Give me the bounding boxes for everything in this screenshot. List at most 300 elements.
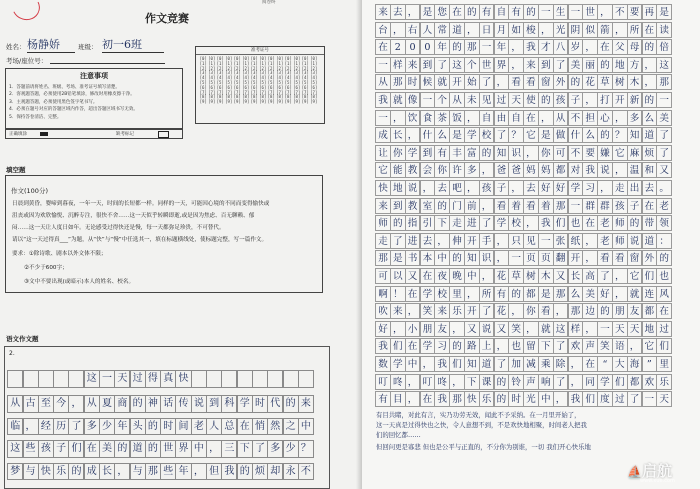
ticket-digit-bubble[interactable]: [4]	[233, 75, 241, 81]
ticket-digit-bubble[interactable]: [8]	[293, 94, 301, 100]
essay-cell: 古	[23, 395, 39, 413]
essay-cell: 候	[420, 74, 436, 90]
essay-cell: 咚	[434, 374, 450, 390]
essay-cell: 临	[7, 418, 23, 436]
essay-cell: ，	[206, 440, 222, 458]
ticket-digit-bubble[interactable]: [7]	[259, 89, 267, 95]
ticket-digit-bubble[interactable]: [0]	[225, 56, 233, 61]
essay-cell: 们	[68, 440, 84, 458]
essay-cell: 么	[642, 110, 658, 126]
ticket-digit-bubble[interactable]: [3]	[225, 70, 233, 76]
essay-cell: 都	[553, 162, 569, 178]
essay-cell: 们	[582, 391, 598, 407]
essay-cell: 到	[538, 57, 554, 73]
missing-mark-box[interactable]	[158, 131, 169, 138]
essay-cell: 里	[656, 356, 672, 372]
essay-cell: 界	[494, 57, 510, 73]
essay-cell: 都	[523, 286, 539, 302]
essay-cell: ，	[494, 74, 510, 90]
ticket-digit-bubble[interactable]: [1]	[310, 60, 318, 66]
ticket-digit-bubble[interactable]: [7]	[276, 89, 284, 95]
ticket-digit-bubble[interactable]: [0]	[250, 56, 258, 61]
essay-cell: 又	[494, 321, 510, 337]
essay-row	[376, 162, 672, 178]
essay-cell: 你	[390, 145, 406, 161]
essay-cell: 的	[656, 250, 672, 266]
essay-cell: 美	[656, 110, 672, 126]
essay-cell: 与	[130, 463, 146, 481]
essay-cell: 可	[375, 268, 391, 284]
ticket-digit-bubble[interactable]: [2]	[276, 65, 284, 71]
essay-cell: 箭	[597, 22, 613, 38]
ticket-digit-bubble[interactable]: [4]	[259, 75, 267, 81]
ticket-digit-bubble[interactable]: [8]	[259, 94, 267, 100]
ticket-digit-bubble[interactable]: [2]	[250, 65, 258, 71]
ticket-digit-bubble[interactable]: [6]	[259, 84, 267, 90]
ticket-digit-bubble[interactable]: [6]	[199, 84, 207, 90]
ticket-digit-bubble[interactable]: [4]	[225, 75, 233, 81]
ticket-digit-bubble[interactable]: [5]	[293, 79, 301, 85]
essay-cell: ，	[405, 374, 421, 390]
ticket-digit-bubble[interactable]: [5]	[233, 79, 241, 85]
essay-cell: 声	[523, 374, 539, 390]
essay-cell: 看	[538, 303, 554, 319]
ticket-digit-bubble[interactable]: [8]	[310, 94, 318, 100]
essay-cell: 话	[160, 395, 176, 413]
ticket-digit-bubble[interactable]: [1]	[208, 60, 216, 66]
essay-cell: 们	[642, 268, 658, 284]
essay-cell: 欢	[642, 374, 658, 390]
ticket-digit-bubble[interactable]: [6]	[301, 84, 309, 90]
ticket-digit-bubble[interactable]: [9]	[276, 99, 284, 105]
essay-cell: 我	[375, 338, 391, 354]
ticket-digit-bubble[interactable]: [3]	[267, 70, 275, 76]
essay-cell: 了	[627, 391, 643, 407]
essay-cell: 子	[494, 180, 510, 196]
ticket-digit-bubble[interactable]: [4]	[301, 75, 309, 81]
essay-cell: 在	[597, 39, 613, 55]
ticket-digit-bubble[interactable]: [0]	[259, 56, 267, 61]
ticket-digit-bubble[interactable]: [1]	[293, 60, 301, 66]
essay-row	[376, 4, 672, 20]
ticket-digit-bubble[interactable]: [0]	[293, 56, 301, 61]
ticket-digit-bubble[interactable]: [9]	[284, 99, 292, 105]
essay-cell: 丽	[582, 57, 598, 73]
essay-cell: 什	[568, 127, 584, 143]
essay-cell: 长	[568, 268, 584, 284]
essay-cell: 样	[390, 57, 406, 73]
ticket-digit-bubble[interactable]: [8]	[284, 94, 292, 100]
ticket-digit-bubble[interactable]: [8]	[225, 94, 233, 100]
essay-cell: 那	[464, 39, 480, 55]
ticket-digit-bubble[interactable]: [2]	[259, 65, 267, 71]
ticket-digit-bubble[interactable]: [9]	[259, 99, 267, 105]
ticket-digit-bubble[interactable]: [6]	[225, 84, 233, 90]
essay-cell: 看	[597, 250, 613, 266]
ticket-digit-bubble[interactable]: [4]	[208, 75, 216, 81]
essay-cell: 我	[434, 356, 450, 372]
essay-cell: 说	[597, 162, 613, 178]
ticket-digit-bubble[interactable]: [1]	[233, 60, 241, 66]
ticket-digit-bubble[interactable]: [3]	[301, 70, 309, 76]
ticket-digit-bubble[interactable]: [6]	[293, 84, 301, 90]
ticket-digit-bubble[interactable]: [7]	[301, 89, 309, 95]
ticket-digit-bubble[interactable]: [7]	[208, 89, 216, 95]
essay-cell: 代	[267, 395, 283, 413]
essay-cell: 叮	[420, 374, 436, 390]
ticket-digit-bubble[interactable]: [7]	[199, 89, 207, 95]
ticket-digit-bubble[interactable]: [2]	[216, 65, 224, 71]
ticket-digit-bubble[interactable]: [2]	[199, 65, 207, 71]
ticket-digit-bubble[interactable]: [3]	[216, 70, 224, 76]
essay-cell: 从	[375, 74, 391, 90]
ticket-digit-bubble[interactable]: [6]	[216, 84, 224, 90]
ticket-digit-bubble[interactable]: [7]	[216, 89, 224, 95]
essay-cell: 了	[390, 233, 406, 249]
ticket-digit-bubble[interactable]: [5]	[250, 79, 258, 85]
essay-cell: 的	[237, 463, 253, 481]
ticket-digit-bubble[interactable]: [6]	[284, 84, 292, 90]
essay-cell: 一	[538, 4, 554, 20]
ticket-digit-bubble[interactable]: [2]	[233, 65, 241, 71]
essay-cell: 加	[508, 356, 524, 372]
ticket-digit-bubble[interactable]: [1]	[225, 60, 233, 66]
essay-cell: 说	[479, 321, 495, 337]
title-cell	[68, 370, 84, 388]
essay-section-title: 语文作文题	[6, 335, 39, 343]
essay-cell: 到	[420, 145, 436, 161]
essay-cell: ，	[553, 303, 569, 319]
ticket-digit-bubble[interactable]: [8]	[276, 94, 284, 100]
essay-cell: 过	[612, 391, 628, 407]
ticket-digit-bubble[interactable]: [3]	[242, 70, 250, 76]
ticket-digit-bubble[interactable]: [4]	[267, 75, 275, 81]
prompt-line: 请以“这一天过得真___”为题，从“快”与“慢”中任选其一，填在标题横线处，使标题完整，写一篇作文。	[12, 237, 268, 243]
essay-cell: 下	[434, 215, 450, 231]
essay-cell: 的	[597, 127, 613, 143]
essay-cell: ，	[508, 180, 524, 196]
ticket-digit-bubble[interactable]: [0]	[301, 56, 309, 61]
essay-cell: 多	[464, 162, 480, 178]
ticket-digit-bubble[interactable]: [6]	[267, 84, 275, 90]
ticket-digit-bubble[interactable]: [8]	[301, 94, 309, 100]
ticket-digit-bubble[interactable]: [0]	[233, 56, 241, 61]
ticket-digit-bubble[interactable]: [4]	[242, 75, 250, 81]
ticket-digit-bubble[interactable]: [0]	[199, 56, 207, 61]
ticket-digit-bubble[interactable]: [5]	[199, 79, 207, 85]
ticket-digit-bubble[interactable]: [1]	[259, 60, 267, 66]
title-cell	[53, 370, 69, 388]
essay-cell: 出	[627, 180, 643, 196]
essay-cell: 一	[375, 57, 391, 73]
ticket-digit-bubble[interactable]: [3]	[310, 70, 318, 76]
essay-cell: 在	[642, 198, 658, 214]
ticket-digit-bubble[interactable]: [2]	[293, 65, 301, 71]
essay-row	[376, 268, 672, 284]
ticket-digit-bubble[interactable]: [2]	[310, 65, 318, 71]
red-grading-mark	[8, 0, 43, 24]
ticket-digit-bubble[interactable]: [1]	[284, 60, 292, 66]
essay-cell: 我	[568, 391, 584, 407]
essay-cell: ”	[642, 356, 658, 372]
essay-cell: ，	[464, 286, 480, 302]
ticket-digit-bubble[interactable]: [5]	[216, 79, 224, 85]
essay-cell: 美	[568, 57, 584, 73]
essay-cell: 不	[568, 145, 584, 161]
essay-cell: 成	[375, 127, 391, 143]
ticket-digit-bubble[interactable]: [9]	[216, 99, 224, 105]
essay-cell: 的	[642, 39, 658, 55]
title-cell	[23, 370, 39, 388]
essay-cell: 树	[612, 74, 628, 90]
ticket-digit-bubble[interactable]: [8]	[233, 94, 241, 100]
ticket-digit-bubble[interactable]: [8]	[208, 94, 216, 100]
ticket-digit-bubble[interactable]: [5]	[310, 79, 318, 85]
prompt-line: 要求：①除诗歌、剧本以外文体不限；	[12, 251, 107, 257]
essay-cell: 天	[508, 92, 524, 108]
ticket-digit-bubble[interactable]: [2]	[208, 65, 216, 71]
essay-cell: 识	[508, 145, 524, 161]
essay-cell: 不	[298, 463, 314, 481]
essay-cell: 快	[38, 463, 54, 481]
essay-row	[376, 303, 672, 319]
essay-row	[376, 215, 672, 231]
essay-title-row	[8, 370, 314, 388]
ticket-digit-bubble[interactable]: [9]	[242, 99, 250, 105]
ticket-digit-bubble[interactable]: [1]	[199, 60, 207, 66]
essay-cell: 地	[642, 321, 658, 337]
ticket-digit-bubble[interactable]: [6]	[276, 84, 284, 90]
ticket-digit-bubble[interactable]: [1]	[301, 60, 309, 66]
ticket-digit-bubble[interactable]: [8]	[199, 94, 207, 100]
essay-cell: ，	[612, 268, 628, 284]
ticket-digit-bubble[interactable]: [1]	[216, 60, 224, 66]
ticket-digit-bubble[interactable]: [5]	[259, 79, 267, 85]
ticket-digit-bubble[interactable]: [2]	[242, 65, 250, 71]
ticket-digit-bubble[interactable]: [3]	[259, 70, 267, 76]
essay-cell: 0	[420, 39, 436, 55]
answer-sheet-right	[262, 0, 700, 489]
essay-cell: 学	[390, 356, 406, 372]
ticket-digit-bubble[interactable]: [8]	[250, 94, 258, 100]
essay-cell: ？	[612, 127, 628, 143]
exam-number-line	[50, 63, 165, 64]
ticket-digit-bubble[interactable]: [0]	[276, 56, 284, 61]
essay-cell: 烦	[642, 145, 658, 161]
ticket-digit-bubble[interactable]: [4]	[284, 75, 292, 81]
essay-cell: 了	[553, 57, 569, 73]
essay-cell: 我	[523, 39, 539, 55]
essay-cell: 减	[523, 356, 539, 372]
essay-cell: 师	[375, 215, 391, 231]
ticket-digit-bubble[interactable]: [0]	[208, 56, 216, 61]
essay-cell: 连	[642, 286, 658, 302]
essay-cell: 是	[390, 250, 406, 266]
ticket-digit-bubble[interactable]: [9]	[310, 99, 318, 105]
ticket-digit-bubble[interactable]: [6]	[310, 84, 318, 90]
ticket-digit-bubble[interactable]: [4]	[293, 75, 301, 81]
essay-cell: 夏	[99, 395, 115, 413]
essay-cell: 见	[523, 233, 539, 249]
footnote-line-4: 但回问更是寡悲 但也是公平与正直的，不分你为别谁，一切 我们开心快乐地	[376, 443, 591, 451]
ticket-digit-bubble[interactable]: [9]	[293, 99, 301, 105]
essay-cell: ，	[405, 4, 421, 20]
essay-cell: 却	[267, 463, 283, 481]
essay-cell: ，	[642, 74, 658, 90]
ticket-digit-bubble[interactable]: [7]	[284, 89, 292, 95]
ticket-digit-bubble[interactable]: [7]	[242, 89, 250, 95]
title-cell	[221, 370, 237, 388]
ticket-digit-bubble[interactable]: [4]	[250, 75, 258, 81]
essay-cell: ，	[464, 110, 480, 126]
ticket-digit-bubble[interactable]: [4]	[310, 75, 318, 81]
essay-cell: 妈	[523, 162, 539, 178]
essay-cell: ，	[68, 395, 84, 413]
ticket-digit-bubble[interactable]: [9]	[301, 99, 309, 105]
essay-cell: 对	[568, 162, 584, 178]
essay-cell: 了	[479, 74, 495, 90]
essay-cell: 世	[160, 440, 176, 458]
essay-cell: 有	[375, 391, 391, 407]
ticket-digit-bubble[interactable]: [1]	[250, 60, 258, 66]
essay-cell: ，	[627, 338, 643, 354]
ticket-digit-bubble[interactable]: [6]	[242, 84, 250, 90]
ticket-digit-bubble[interactable]: [7]	[250, 89, 258, 95]
ticket-digit-bubble[interactable]: [4]	[199, 75, 207, 81]
essay-cell: 道	[642, 127, 658, 143]
ticket-digit-bubble[interactable]: [0]	[267, 56, 275, 61]
essay-cell: 未	[464, 92, 480, 108]
essay-cell: 习	[582, 180, 598, 196]
ticket-digit-bubble[interactable]: [4]	[216, 75, 224, 81]
essay-cell: 着	[508, 198, 524, 214]
essay-cell: 了	[494, 127, 510, 143]
ticket-digit-bubble[interactable]: [6]	[233, 84, 241, 90]
essay-cell: 课	[479, 374, 495, 390]
ticket-digit-bubble[interactable]: [7]	[233, 89, 241, 95]
essay-cell: 月	[494, 22, 510, 38]
ticket-digit-bubble[interactable]: [3]	[293, 70, 301, 76]
essay-cell: 以	[390, 268, 406, 284]
ticket-digit-bubble[interactable]: [7]	[267, 89, 275, 95]
ticket-digit-bubble[interactable]: [2]	[267, 65, 275, 71]
ticket-digit-bubble[interactable]: [2]	[301, 65, 309, 71]
ticket-digit-bubble[interactable]: [5]	[301, 79, 309, 85]
essay-cell: 的	[538, 92, 554, 108]
essay-cell: 到	[206, 395, 222, 413]
ticket-digit-bubble[interactable]: [9]	[267, 99, 275, 105]
ticket-digit-bubble[interactable]: [5]	[208, 79, 216, 85]
ticket-digit-bubble[interactable]: [3]	[208, 70, 216, 76]
ticket-digit-bubble[interactable]: [9]	[208, 99, 216, 105]
ticket-digit-bubble[interactable]: [9]	[250, 99, 258, 105]
ticket-digit-bubble[interactable]: [0]	[242, 56, 250, 61]
essay-cell: 时	[508, 391, 524, 407]
ticket-digit-bubble[interactable]: [3]	[233, 70, 241, 76]
essay-cell: 至	[38, 395, 54, 413]
ticket-digit-bubble[interactable]: [0]	[284, 56, 292, 61]
ticket-digit-bubble[interactable]: [9]	[233, 99, 241, 105]
ticket-digit-bubble[interactable]: [8]	[242, 94, 250, 100]
ticket-digit-bubble[interactable]: [8]	[216, 94, 224, 100]
essay-cell: 走	[612, 180, 628, 196]
essay-cell: 路	[464, 338, 480, 354]
essay-cell: 世	[582, 4, 598, 20]
essay-cell: 学	[464, 127, 480, 143]
ticket-digit-bubble[interactable]: [5]	[284, 79, 292, 85]
essay-cell: 也	[656, 268, 672, 284]
ticket-digit-bubble[interactable]: [9]	[199, 99, 207, 105]
correct-fill-sample	[40, 132, 48, 136]
ticket-digit-bubble[interactable]: [5]	[267, 79, 275, 85]
essay-cell: 从	[553, 110, 569, 126]
essay-cell: 所	[479, 286, 495, 302]
essay-cell: 长	[99, 463, 115, 481]
ticket-digit-bubble[interactable]: [9]	[225, 99, 233, 105]
essay-cell: 花	[494, 303, 510, 319]
ticket-digit-bubble[interactable]: [5]	[242, 79, 250, 85]
exam-number-label: 考场/座位号：	[6, 57, 48, 65]
essay-cell: 它	[627, 268, 643, 284]
essay-cell: 麻	[627, 145, 643, 161]
ticket-digit-bubble[interactable]: [3]	[276, 70, 284, 76]
essay-cell: 一	[479, 39, 495, 55]
ticket-digit-bubble[interactable]: [7]	[310, 89, 318, 95]
essay-row	[376, 92, 672, 108]
ticket-digit-bubble[interactable]: [2]	[225, 65, 233, 71]
essay-cell: 中	[405, 356, 421, 372]
essay-cell: 年	[494, 39, 510, 55]
essay-cell: 你	[434, 162, 450, 178]
essay-cell: 好	[553, 180, 569, 196]
ticket-digit-bubble[interactable]: [4]	[276, 75, 284, 81]
essay-cell: 多	[84, 418, 100, 436]
essay-cell: 前	[464, 198, 480, 214]
essay-cell: 中	[464, 268, 480, 284]
ticket-digit-bubble[interactable]: [8]	[267, 94, 275, 100]
essay-cell: 在	[237, 418, 253, 436]
ticket-digit-bubble[interactable]: [1]	[267, 60, 275, 66]
ticket-digit-bubble[interactable]: [5]	[225, 79, 233, 85]
ticket-digit-bubble[interactable]: [7]	[225, 89, 233, 95]
essay-row	[376, 374, 672, 390]
ticket-digit-bubble[interactable]: [6]	[250, 84, 258, 90]
ticket-digit-bubble[interactable]: [5]	[276, 79, 284, 85]
ticket-digit-bubble[interactable]: [7]	[293, 89, 301, 95]
ticket-digit-bubble[interactable]: [1]	[242, 60, 250, 66]
ticket-digit-bubble[interactable]: [3]	[284, 70, 292, 76]
essay-cell: 右	[405, 22, 421, 38]
ticket-digit-bubble[interactable]: [0]	[310, 56, 318, 61]
essay-cell: 少	[99, 418, 115, 436]
essay-cell: 使	[523, 92, 539, 108]
essay-cell: 梦	[7, 463, 23, 481]
essay-cell: 茶	[434, 110, 450, 126]
essay-cell: 中	[191, 440, 207, 458]
ticket-digit-bubble[interactable]: [1]	[276, 60, 284, 66]
ticket-digit-bubble[interactable]: [3]	[250, 70, 258, 76]
essay-cell: 教	[405, 198, 421, 214]
ticket-digit-bubble[interactable]: [3]	[199, 70, 207, 76]
essay-cell: 能	[390, 162, 406, 178]
essay-cell: 快	[375, 180, 391, 196]
essay-cell: 下	[237, 440, 253, 458]
essay-cell: 好	[375, 321, 391, 337]
ticket-digit-bubble[interactable]: [0]	[216, 56, 224, 61]
ticket-digit-bubble[interactable]: [2]	[284, 65, 292, 71]
ticket-digit-bubble[interactable]: [6]	[208, 84, 216, 90]
essay-cell: 阴	[568, 22, 584, 38]
